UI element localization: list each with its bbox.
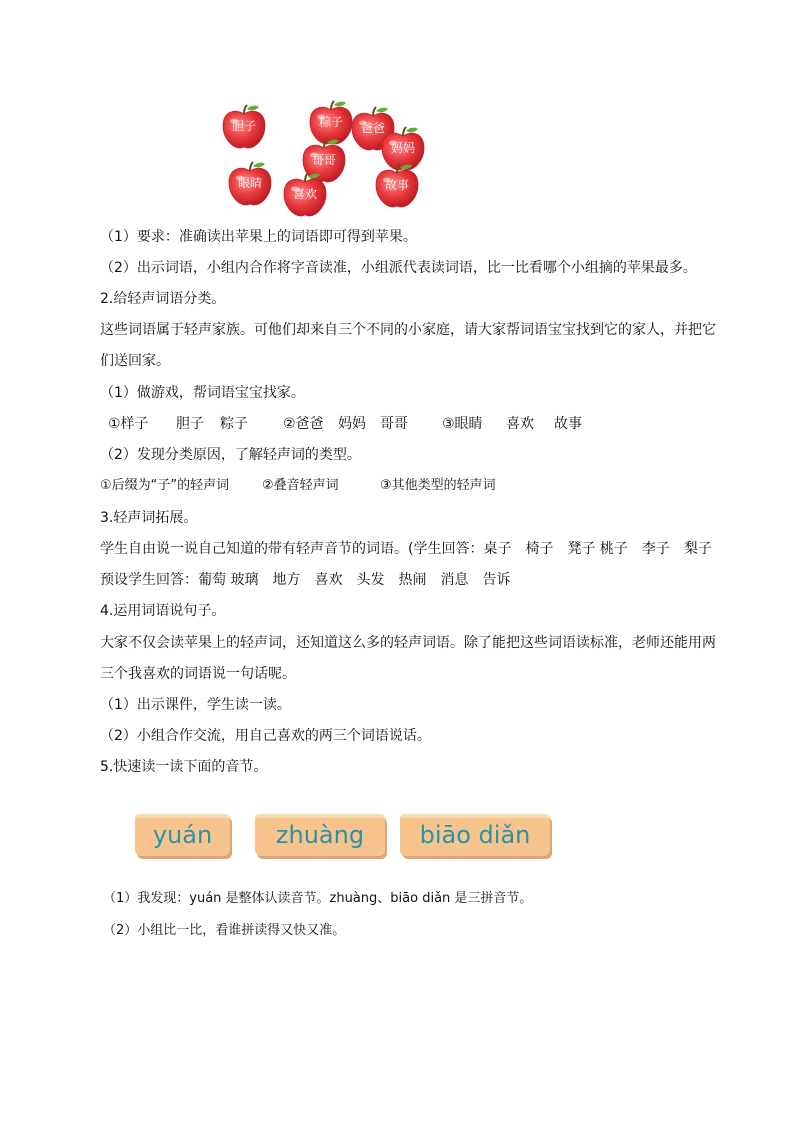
group-word: 哥哥: [380, 416, 408, 432]
apple-picture: [215, 96, 435, 218]
step-line: （1）出示课件，学生读一读。: [100, 697, 291, 713]
section-heading: 3.轻声词拓展。: [100, 510, 198, 526]
group-word: 喜欢: [506, 416, 534, 432]
group-word: ③眼睛: [442, 416, 483, 432]
word-groups-row: [100, 414, 700, 434]
word-type: ①后缀为“子”的轻声词: [100, 478, 230, 493]
requirement-line: （1）要求：准确读出苹果上的词语即可得到苹果。: [100, 229, 417, 245]
step-line: （2）发现分类原因，了解轻声词的类型。: [100, 447, 361, 463]
paragraph-line: 这些词语属于轻声家族。可他们却来自三个不同的小家庭，请大家帮词语宝宝找到它的家人，并把它: [100, 322, 716, 338]
word-type: ②叠音轻声词: [262, 478, 339, 493]
apple-word: 胆子: [231, 119, 256, 133]
word-type: ③其他类型的轻声词: [380, 478, 496, 493]
apple[interactable]: [373, 163, 421, 209]
apple-word: 故事: [384, 178, 409, 192]
group-word: 胆子: [176, 416, 204, 432]
group-word: ①样子: [108, 416, 149, 432]
apple-word: 粽子: [318, 115, 343, 129]
section-heading: 5.快速读一读下面的音节。: [100, 759, 268, 775]
step-line: （1）做游戏，帮词语宝宝找家。: [100, 385, 305, 401]
word-types-row: [100, 476, 700, 496]
group-word: 妈妈: [338, 416, 366, 432]
section-heading: 2.给轻声词语分类。: [100, 291, 226, 307]
apple[interactable]: [220, 104, 268, 150]
group-word: ②爸爸: [283, 416, 324, 432]
apple[interactable]: [281, 172, 329, 218]
paragraph-line: 三个我喜欢的词语说一句话呢。: [100, 666, 296, 682]
apple-word: 爸爸: [360, 121, 385, 135]
apple-word: 喜欢: [292, 187, 317, 201]
step-line: （2）小组比一比，看谁拼读得又快又准。: [103, 923, 346, 938]
group-word: 粽子: [220, 416, 248, 432]
syllable-card: biāo diǎn: [400, 814, 550, 856]
apple-word: 妈妈: [390, 141, 415, 155]
paragraph-line: 大家不仅会读苹果上的轻声词，还知道这么多的轻声词语。除了能把这些词语读标准，老师还能用两: [100, 635, 716, 651]
instruction-line: （2）出示词语，小组内合作将字音读准，小组派代表读词语，比一比看哪个小组摘的苹果最多。: [100, 260, 697, 276]
group-word: 故事: [554, 416, 582, 432]
paragraph-line: 们送回家。: [100, 353, 170, 369]
apple-word: 哥哥: [311, 153, 336, 167]
step-line: （2）小组合作交流，用自己喜欢的两三个词语说话。: [100, 728, 431, 744]
apple-word: 眼睛: [237, 176, 262, 190]
paragraph-line: 预设学生回答：葡萄 玻璃 地方 喜欢 头发 热闹 消息 告诉: [100, 572, 511, 588]
syllable-card: zhuàng: [255, 814, 385, 856]
apple[interactable]: [226, 161, 274, 207]
paragraph-line: 学生自由说一说自己知道的带有轻声音节的词语。(学生回答：桌子 椅子 凳子 桃子 李子 梨子: [100, 541, 712, 557]
finding-line: （1）我发现：yuán 是整体认读音节。zhuàng、biāo diǎn 是三拼音节。: [103, 891, 533, 906]
syllable-card: yuán: [135, 814, 230, 856]
section-heading: 4.运用词语说句子。: [100, 603, 226, 619]
